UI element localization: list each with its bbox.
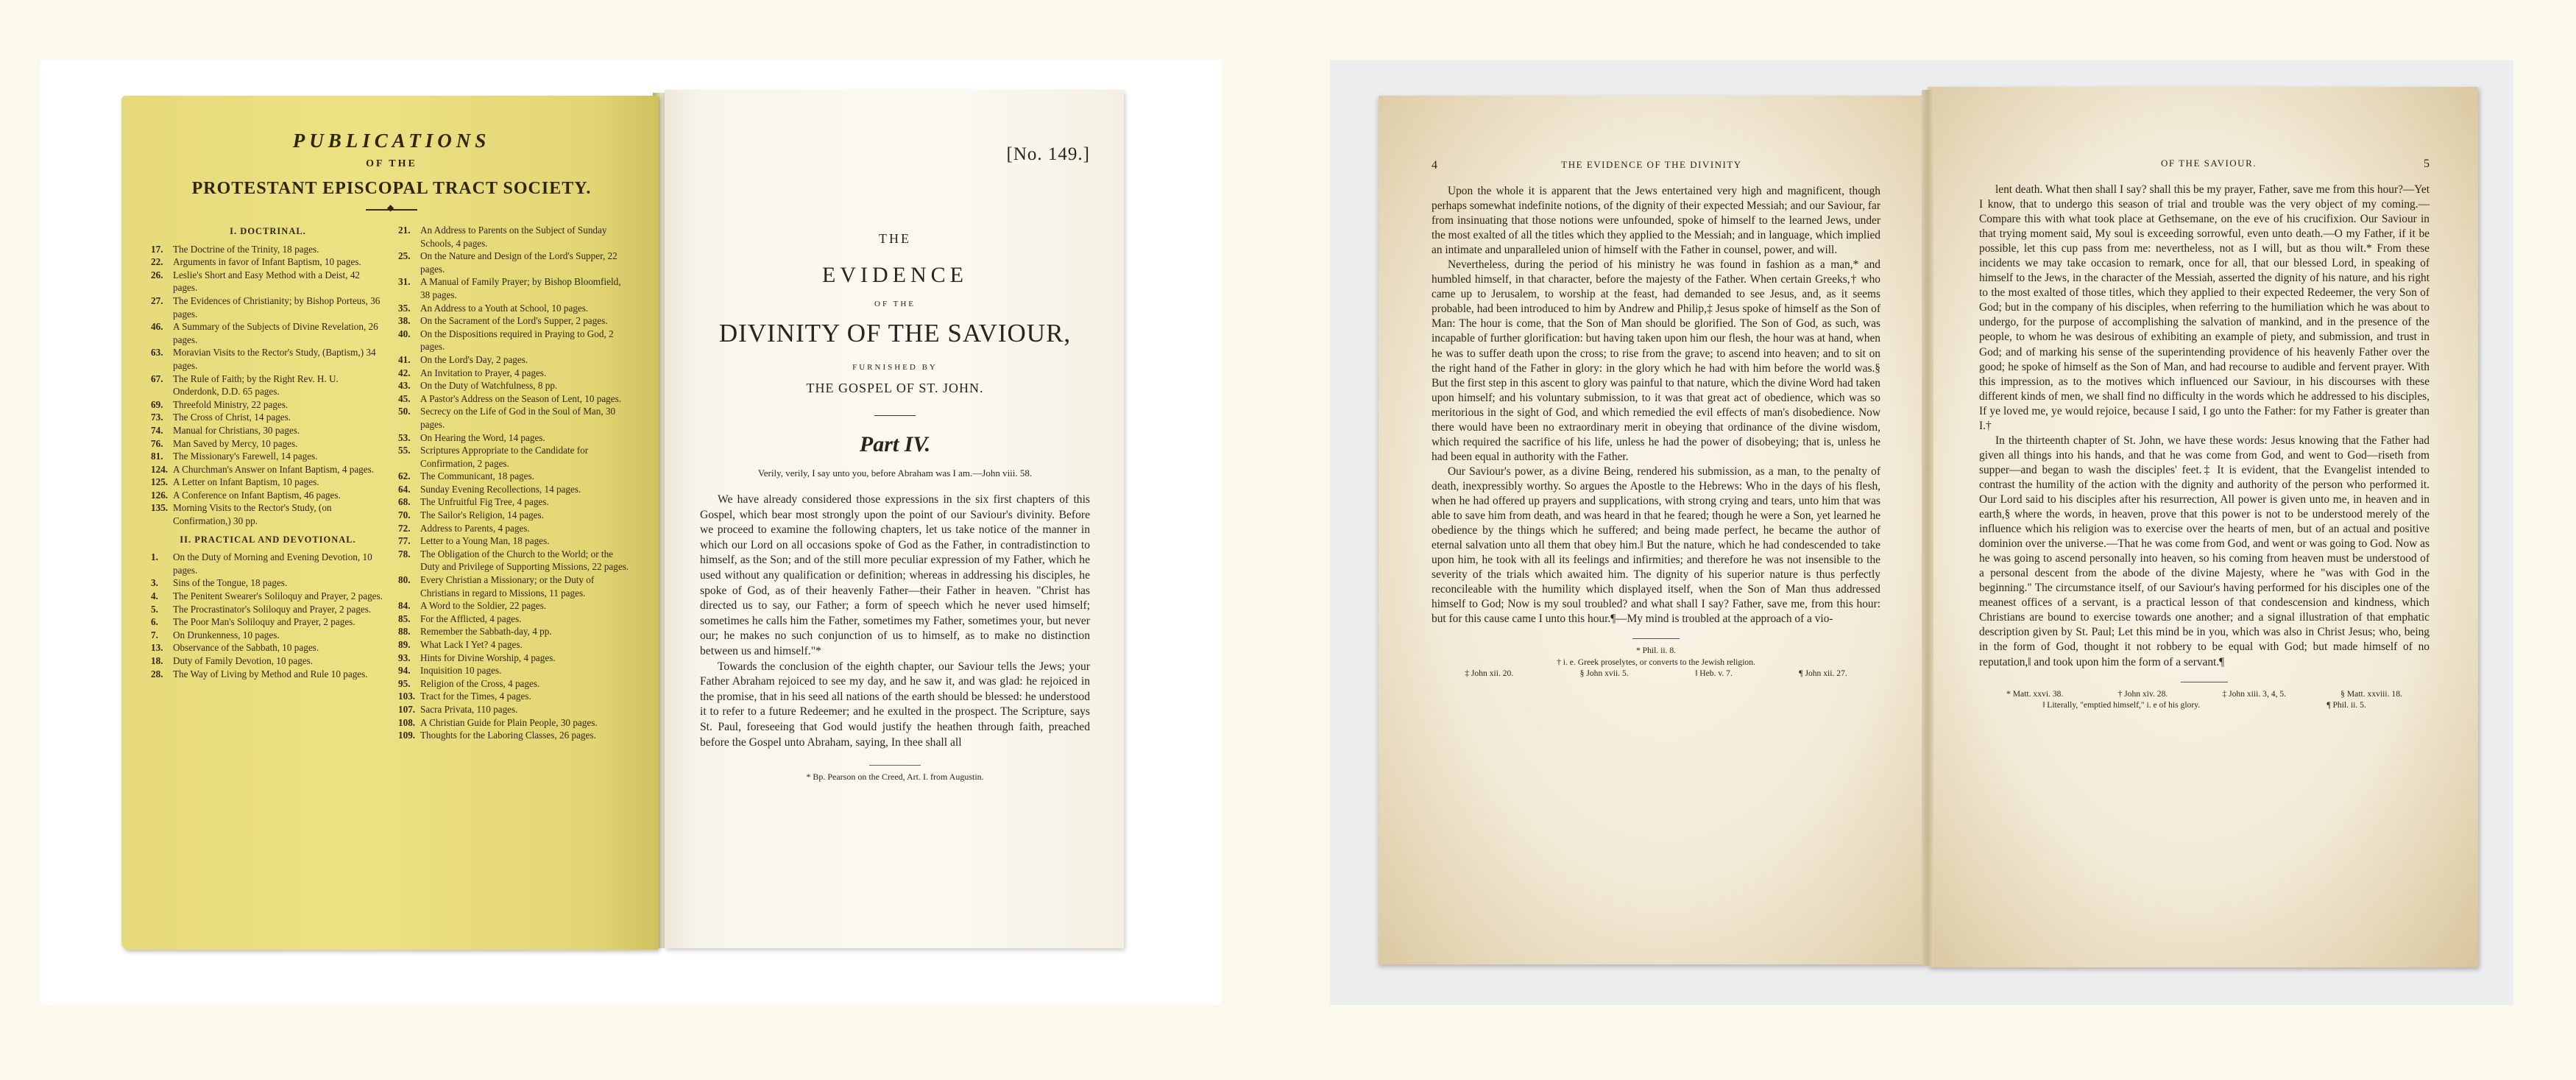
publication-title: A Christian Guide for Plain People, 30 pages. [420,716,598,728]
footnote: * Matt. xxvi. 38. [2006,688,2064,699]
publication-number: 108. [398,716,416,728]
publication-number: 21. [398,225,411,236]
footnote-rule [869,765,921,766]
publication-title: A Word to the Soldier, 22 pages. [420,600,547,612]
publication-title: Morning Visits to the Rector's Study, (on Confirmation,) 30 pp. [173,502,332,527]
publication-title: An Address to a Youth at School, 10 pages. [420,302,589,314]
publication-number: 31. [398,276,411,288]
open-pamphlet [1379,87,2478,967]
publication-number: 45. [398,392,411,404]
publication-number: 68. [398,496,411,508]
publication-title: A Pastor's Address on the Season of Lent, 10 pages. [420,392,622,404]
publication-title: Sacra Privata, 110 pages. [420,703,518,715]
body-paragraph: In the thirteenth chapter of St. John, we have these words: Jesus knowing that the Father had given all things into his hands, and that he was come from God, and went to God—riseth from supper—and began to wash the disciples' feet.‡ It is evident, that the Evangelist intended to contrast the humility of the action with the dignity and authority of the person who performed it. Our Lord said to his disciples after his resurrection, All power is given unto me, in heaven and in earth,§ where the words, in heaven, prove that this power is not to be understood merely of the influence which his religion was to exercise over the hearts of men, but of an actual and positive dominion over the universe.—That he was come from God, and went or was going to God. Now as he was going to ascend personally into heaven, so his coming from heaven must be understood of a personal descent from the abode of the divine Majesty, where he "was with God in the beginning." The circumstance itself, of our Saviour's having performed for his disciples one of the meanest offices of a servant, is a practical lesson of that condescension and kindness, which Christians are bound to exercise towards one another; and a signal illustration of that emphatic description given by St. Paul; Let this mind be in you, which was also in Christ Jesus; who, being in the form of God, thought it not robbery to be equal with God; but made himself of no reputation,‖ and took upon him the form of a servant.¶ [1979,434,2430,668]
publication-number: 89. [398,639,411,650]
publication-number: 72. [398,522,411,534]
publication-entry [398,534,632,548]
publication-number: 84. [398,600,411,612]
publication-title: Secrecy on the Life of God in the Soul of Man, 30 pages. [420,406,616,430]
publication-entry [398,405,632,431]
publication-entry [151,641,385,654]
publications-column-1 [151,224,385,742]
publication-number: 53. [398,431,411,443]
publication-title: A Churchman's Answer on Infant Baptism, 4 pages. [173,463,375,475]
page-4-footnotes [1432,645,1880,680]
publication-entry [151,654,385,668]
publication-title: The Doctrine of the Trinity, 18 pages. [173,243,319,255]
title-divider [874,415,916,416]
footnote: ‡ John xiii. 3, 4, 5. [2222,688,2287,699]
publication-title: The Way of Living by Method and Rule 10 pages. [173,668,368,680]
publication-entry [151,269,385,294]
publication-number: 93. [398,652,411,663]
publication-number: 27. [151,294,163,306]
publication-title: The Obligation of the Church to the World; or the Duty and Privilege of Supporting Missions, 22 pages. [420,548,629,573]
publication-entry [398,302,632,315]
publication-number: 6. [151,616,158,628]
doctrinal-list [151,243,385,528]
tract-number: [No. 149.] [1006,144,1090,164]
title-divinity: DIVINITY OF THE SAVIOUR, [718,319,1072,347]
publication-entry [398,509,632,522]
publication-title: Letter to a Young Man, 18 pages. [420,535,550,547]
publication-number: 41. [398,353,411,365]
publication-title: A Letter on Infant Baptism, 10 pages. [173,476,319,488]
publication-entry [151,255,385,269]
publications-columns [151,224,632,742]
publication-entry [398,703,632,716]
publication-number: 46. [151,321,163,333]
publication-title: The Unfruitful Fig Tree, 4 pages. [420,496,549,508]
publication-number: 25. [398,250,411,262]
footnote-row [1432,668,1880,680]
publication-number: 4. [151,590,158,602]
publication-number: 78. [398,548,411,560]
publication-number: 50. [398,406,411,417]
publication-entry [151,501,385,527]
part-heading: Part IV. [859,432,931,456]
publication-number: 43. [398,380,411,392]
page-4-header [1432,159,1880,172]
body-paragraph: Our Saviour's power, as a divine Being, rendered his submission, as a man, to the penalty of death, inexpressibly worthy. So argues the Apostle to the Hebrews: Who in the days of his flesh, when he had offered up prayers and supplications, with strong crying and tears, unto him that was able to save him from death, and was heard in that he feared; though he were a Son, yet learned he obedience by the things which he suffered; and being made perfect, he became the author of eternal salvation unto all them that obey him.‖ But the nature, which he had condescended to take upon him, he took with all its feelings and infirmities; and therefore he was not insensible to the severity of the trials which awaited him. The dignity of his superior nature is thus perfectly reconcileable with the humility which displayed itself, when the Son of Man thus addressed himself to God; Now is my soul troubled? and what shall I say? Father, save me, from this hour: but for this cause came I unto this hour.¶—My mind is troubled at the approach of a vio- [1432,465,1880,626]
footnote: † John xiv. 28. [2117,688,2168,699]
footnote: § John xvii. 5. [1579,668,1629,679]
title-furnished-by: FURNISHED BY [852,363,938,372]
publication-title: Remember the Sabbath-day, 4 pp. [420,626,552,638]
publication-entry [151,590,385,603]
publication-entry [151,346,385,372]
publication-title: Thoughts for the Laboring Classes, 26 pages. [420,730,596,741]
publication-title: The Missionary's Farewell, 14 pages. [173,451,318,462]
publication-entry [398,599,632,613]
publication-number: 135. [151,502,169,514]
publication-number: 69. [151,398,163,410]
page-number-5: 5 [2423,158,2430,170]
publication-entry [151,629,385,642]
ornament-rule [366,209,417,211]
publication-title: Inquisition 10 pages. [420,665,502,677]
publication-entry [398,224,632,250]
publication-title: On the Duty of Watchfulness, 8 pp. [420,380,558,392]
title-page-footnote: * Bp. Pearson on the Creed, Art. I. from Augustin. [806,772,984,783]
footnote: ¶ John xii. 27. [1799,668,1847,679]
publication-number: 63. [151,347,163,359]
publication-number: 28. [151,668,163,680]
publication-number: 13. [151,642,163,654]
publication-title: Observance of the Sabbath, 10 pages. [173,642,319,654]
publication-title: On the Dispositions required in Praying to God, 2 pages. [420,328,614,353]
publication-number: 126. [151,489,169,501]
publication-number: 88. [398,626,411,638]
page-5-body [1979,183,2430,670]
publication-entry [398,275,632,301]
publication-entry [151,424,385,437]
publication-entry [398,444,632,470]
devotional-list [398,224,632,742]
publication-entry [398,522,632,535]
tract-title-page [665,90,1124,948]
publication-title: Scriptures Appropriate to the Candidate for Confirmation, 2 pages. [420,445,589,469]
publication-entry [398,690,632,703]
publication-number: 70. [398,509,411,521]
publication-title: On Drunkenness, 10 pages. [173,629,280,640]
publication-number: 125. [151,476,169,488]
publication-number: 3. [151,577,158,589]
publication-title: An Invitation to Prayer, 4 pages. [420,367,547,378]
footnote: ‡ John xii. 20. [1465,668,1514,679]
publication-title: A Conference on Infant Baptism, 46 pages. [173,489,341,501]
publication-entry [398,367,632,380]
publication-entry [398,431,632,445]
body-paragraph: Nevertheless, during the period of his ministry he was found in fashion as a man,* and humbled himself, in that character, before the majesty of the Father. When certain Greeks,† who came up to Jerusalem, to worship at the feast, had demanded to see Jesus, and, as it seems probable, had been introduced to him by Andrew and Philip,‡ Jesus spoke of himself as the Son of Man: The hour is come, that the Son of Man should be glorified. The Son of God, as such, was incapable of further glorification: but having taken upon him our flesh, the hour was at hand, when he was to suffer death upon the cross; to rise from the grave; to ascend into heaven; and to sit on the right hand of the Father in glory: in the glory which he had with him before the world was.§ But the first step in this ascent to glory was painful to that nature, which the divine Word had taken upon himself; and his voluntary submission, to it was that great act of obedience, which was so meritorious in the sight of God, and which remedied the evil effects of man's disobedience. Now there would have been no extraordinary merit in obeying that ordinance of the divine wisdom, which required the sacrifice of his life, unless he had the power of disobeying; that is, unless he had been equal in authority with the Father. [1432,258,1880,463]
publication-title: Tract for the Times, 4 pages. [420,691,531,702]
left-spread-photo [40,60,1222,1005]
publication-title: Sunday Evening Recollections, 14 pages. [420,483,581,495]
publication-number: 26. [151,269,163,280]
publication-entry [398,716,632,730]
publication-entry [398,495,632,509]
footnote: ¶ Phil. ii. 5. [2326,700,2366,710]
publication-entry [398,379,632,392]
publication-number: 109. [398,730,416,741]
publication-number: 73. [151,412,163,423]
publication-number: 62. [398,470,411,482]
publication-number: 22. [151,256,163,268]
publication-title: A Manual of Family Prayer; by Bishop Bloomfield, 38 pages. [420,276,621,300]
publications-of-the: OF THE [366,158,417,169]
running-head-left: THE EVIDENCE OF THE DIVINITY [1561,159,1742,170]
footnote: † i. e. Greek proselytes, or converts to the Jewish religion. [1557,657,1755,667]
publication-number: 38. [398,315,411,327]
publication-number: 76. [151,437,163,449]
publication-entry [398,314,632,328]
publication-number: 55. [398,445,411,456]
body-paragraph: Upon the whole it is apparent that the Jews entertained very high and magnificent, though perhaps somewhat indefinite notions, of the dignity of their expected Messiah; and our Saviour, far from insinuating that those notions were unfounded, spoke of himself to the learned Jews, under the most exalted of all the titles which they applied to the Messiah; and in language, which implied an intimate and unparalleled union of himself with the Father in counsel, power, and will. [1432,185,1880,257]
publication-entry [398,638,632,652]
publication-number: 107. [398,703,416,715]
publication-entry [398,677,632,691]
publication-number: 18. [151,655,163,666]
publication-title: The Poor Man's Soliloquy and Prayer, 2 pages. [173,616,355,628]
publication-title: Manual for Christians, 30 pages. [173,424,300,436]
publication-number: 81. [151,451,163,462]
publication-number: 40. [398,328,411,339]
footnote: ‖ Literally, "emptied himself," i. e of his glory. [2042,700,2201,710]
publication-entry [151,668,385,681]
publication-entry [398,392,632,406]
page-5-footnotes [1979,688,2430,711]
publication-entry [151,320,385,346]
page-4-footnote-rule [1632,638,1680,639]
publications-heading: PUBLICATIONS [292,130,491,152]
publication-title: The Communicant, 18 pages. [420,470,534,482]
publication-title: Duty of Family Devotion, 10 pages. [173,655,314,666]
body-paragraph: Towards the conclusion of the eighth chapter, our Saviour tells the Jews; your Father Abraham rejoiced to see my day, and he saw it, and was glad: he rejoiced in the promise, that in his seed all nations of the earth should be blessed: he understood it to refer to a future Redeemer; and he exulted in the prospect. The Scripture, says St. Paul, foreseeing that God would justify the heathen through faith, preached before the Gospel unto Abraham, saying, In thee shall all [700,660,1090,749]
publication-title: Address to Parents, 4 pages. [420,522,530,534]
publication-number: 95. [398,677,411,689]
publication-entry [398,328,632,353]
publication-entry [151,450,385,463]
epigraph: Verily, verily, I say unto you, before Abraham was I am.—John viii. 58. [757,467,1033,479]
footnote: * Phil. ii. 8. [1635,646,1677,656]
publication-title: Leslie's Short and Easy Method with a Deist, 42 pages. [173,269,361,294]
publication-title: A Summary of the Subjects of Divine Revelation, 26 pages. [173,321,378,345]
publication-number: 17. [151,243,163,255]
publication-title: Every Christian a Missionary; or the Duty of Christians in regard to Missions, 11 pages. [420,574,595,599]
page-4 [1379,96,1928,964]
publication-entry [151,603,385,616]
page-5 [1928,87,2478,967]
publication-entry [151,489,385,502]
page-5-header [1979,158,2430,171]
publication-title: The Cross of Christ, 14 pages. [173,412,291,423]
title-evidence: EVIDENCE [822,263,968,287]
publication-entry [151,411,385,424]
publication-number: 85. [398,613,411,624]
right-spread-spine [1922,90,1933,966]
body-paragraph: lent death. What then shall I say? shall this be my prayer, Father, save me from this hour?—Yet I know, that to undergo this season of trial and trouble was the very object of my coming.—Compare this with what took place at Gethsemane, on the eve of his crucifixion. Our Saviour in that trying moment said, My soul is exceeding sorrowful, even unto death.—O my Father, if it be possible, let this cup pass from me: nevertheless, not as I will, but as thou wilt.* From these incidents we may take occasion to remark, once for all, that our blessed Lord, in speaking of himself to the Jews, in the character of the Messiah, asserted the dignity of his nature, and his right to the most exalted of those titles, which they applied to their expected Redeemer, the very Son of God; but in the company of his disciples, when referring to the humiliation which he was about to undergo, for the purpose of accomplishing the salvation of mankind, and in the presence of the people, to whom he was desirous of exhibiting an example of piety, and submission, and trust in God; and of marking his sense of the superintending providence of his heavenly Father over the good; he spoke of himself as the Son of Man, and had recourse to audible and fervent prayer. With this impression, as to the motives which influenced our Saviour, in his discourses with these different kinds of men, we shall find no difficulty in the words which he addressed to his disciples, If ye loved me, ye would rejoice, because I said, I go unto the Father: for my Father is greater than I.† [1979,183,2430,432]
publication-entry [151,294,385,320]
publication-entry [398,625,632,638]
footnote-row [1979,688,2430,700]
publication-entry [398,483,632,496]
publication-number: 5. [151,603,158,615]
publication-entry [398,664,632,677]
publication-title: On the Duty of Morning and Evening Devotion, 10 pages. [173,551,372,576]
publication-entry [398,470,632,483]
publication-entry [151,398,385,412]
publication-title: Sins of the Tongue, 18 pages. [173,577,288,589]
society-name: PROTESTANT EPISCOPAL TRACT SOCIETY. [191,179,592,198]
title-of-the: OF THE [874,300,916,308]
section-heading-doctrinal: I. DOCTRINAL. [230,226,306,236]
running-head-right: OF THE SAVIOUR. [2160,158,2257,169]
title-page-body [700,493,1090,750]
publication-title: For the Afflicted, 4 pages. [420,613,522,624]
publication-title: On the Sacrament of the Lord's Supper, 2 pages. [420,315,608,327]
publication-entry [151,463,385,476]
publication-entry [151,576,385,590]
publication-number: 124. [151,463,169,475]
publication-title: Threefold Ministry, 22 pages. [173,398,289,410]
publication-entry [398,729,632,742]
publication-number: 77. [398,535,411,547]
publication-title: On the Nature and Design of the Lord's Supper, 22 pages. [420,250,618,275]
publication-title: On Hearing the Word, 14 pages. [420,431,545,443]
publication-entry [398,250,632,275]
publication-entry [398,652,632,665]
publication-number: 1. [151,551,158,563]
publication-number: 42. [398,367,411,378]
publication-number: 7. [151,629,158,640]
page-number-4: 4 [1432,159,1437,172]
title-the: THE [879,231,911,246]
publication-title: Arguments in favor of Infant Baptism, 10 pages. [173,256,361,268]
footnote: ‖ Heb. v. 7. [1695,668,1733,679]
publication-title: Hints for Divine Worship, 4 pages. [420,652,556,663]
publication-number: 74. [151,424,163,436]
publications-column-2 [398,224,632,742]
publication-title: An Address to Parents on the Subject of Sunday Schools, 4 pages. [420,225,607,249]
publication-title: Moravian Visits to the Rector's Study, (Baptism,) 34 pages. [173,347,376,371]
publication-title: On the Lord's Day, 2 pages. [420,353,528,365]
publication-entry [398,613,632,626]
footnote-row [1979,699,2430,711]
publication-title: The Procrastinator's Soliloquy and Prayer, 2 pages. [173,603,372,615]
publication-entry [398,573,632,599]
publication-entry [398,353,632,367]
publication-entry [151,437,385,451]
publication-entry [151,373,385,398]
publication-title: Man Saved by Mercy, 10 pages. [173,437,298,449]
publication-title: The Penitent Swearer's Soliloquy and Prayer, 2 pages. [173,590,383,602]
publication-number: 103. [398,691,416,702]
publication-number: 80. [398,574,411,586]
section-heading-practical: II. PRACTICAL AND DEVOTIONAL. [180,534,356,545]
page-4-body [1432,184,1880,627]
publication-number: 94. [398,665,411,677]
publication-title: The Rule of Faith; by the Right Rev. H. U. Onderdonk, D.D. 65 pages. [173,373,339,398]
publication-number: 67. [151,373,163,384]
body-paragraph: We have already considered those expressions in the six first chapters of this Gospel, which bear most strongly upon the point of our Saviour's divinity. Before we proceed to examine the following chapters, let us take notice of the manner in which our Lord on all occasions spoke of God as the Father, in contradistinction to himself, as the Son; and of the still more peculiar expression of my Father, which he used without any qualification or definition; whereas in addressing his disciples, he spoke of God, as of their heavenly Father—their Father in heaven. "Christ has directed us to say, our Father; a form of speech which he never used himself; sometimes he calls him the Father, sometimes my Father, sometimes your, but never our; he makes no such conjunction of us to himself, as to make no distinction between us and himself."* [700,493,1090,657]
publication-entry [151,476,385,489]
publication-entry [151,243,385,256]
publication-entry [151,615,385,629]
publication-title: Religion of the Cross, 4 pages. [420,677,540,689]
publication-title: The Sailor's Religion, 14 pages. [420,509,544,521]
publication-number: 64. [398,483,411,495]
title-gospel: THE GOSPEL OF ST. JOHN. [806,381,984,395]
footnote: § Matt. xxviii. 18. [2340,688,2402,699]
right-spread-photo [1330,60,2513,1005]
publication-title: The Evidences of Christianity; by Bishop Porteus, 36 pages. [173,294,381,320]
publication-entry [398,548,632,573]
publication-entry [151,551,385,576]
publication-title: What Lack I Yet? 4 pages. [420,639,523,650]
publications-cover-page [121,96,659,950]
practical-list [151,551,385,680]
publication-number: 35. [398,302,411,314]
